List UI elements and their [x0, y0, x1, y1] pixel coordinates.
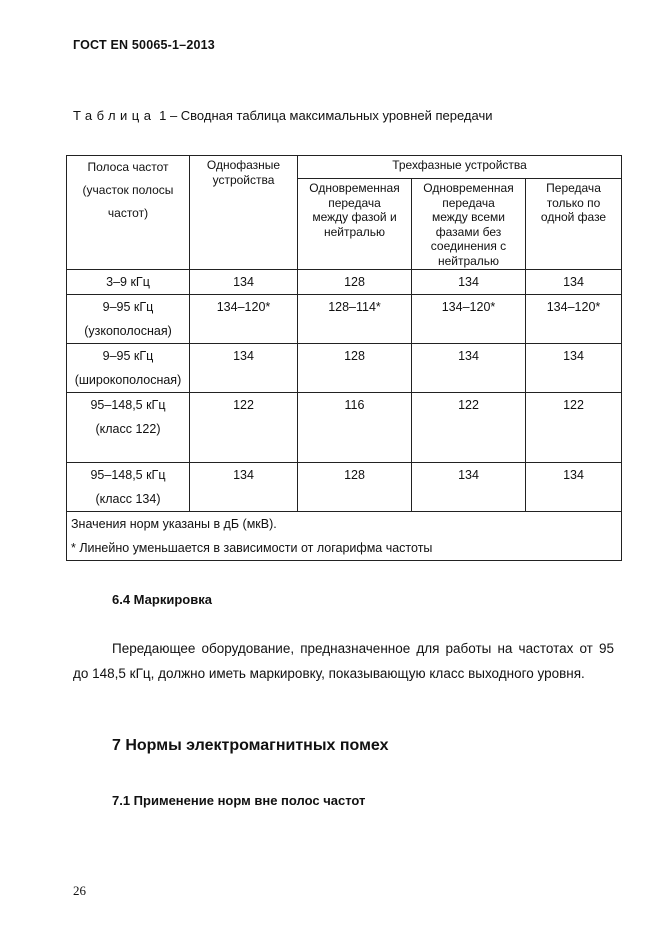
- band-text: (класс 122): [95, 422, 161, 436]
- table-caption: [73, 108, 493, 123]
- table-row: [67, 393, 622, 463]
- value-cell: 134: [190, 270, 298, 295]
- value-cell: 134: [526, 344, 622, 393]
- table-note-footnote: * Линейно уменьшается в зависимости от логарифма частоты: [71, 541, 433, 555]
- document-header: ГОСТ EN 50065-1–2013: [73, 38, 215, 52]
- band-cell: [67, 344, 190, 393]
- band-text: (широкополосная): [74, 373, 182, 387]
- value-cell: 128: [298, 463, 412, 512]
- header-line: между всеми: [431, 210, 506, 224]
- header-band-line: частот): [107, 206, 149, 220]
- table-header-row: [67, 156, 622, 179]
- header-line: Одновременная: [423, 181, 514, 195]
- value-cell: 122: [412, 393, 526, 463]
- value-cell: 134–120*: [526, 295, 622, 344]
- table-note-row: [67, 512, 622, 561]
- header-line: Передача: [546, 181, 601, 195]
- header-line: Одновременная: [309, 181, 400, 195]
- band-text: 95–148,5 кГц: [90, 398, 166, 412]
- header-line: одной фазе: [540, 210, 607, 224]
- header-line: нейтралью: [437, 253, 500, 268]
- header-three-phase: Трехфазные устройства: [298, 156, 622, 179]
- value-cell: 128–114*: [298, 295, 412, 344]
- value-cell: 122: [526, 393, 622, 463]
- header-line: передача: [442, 195, 495, 210]
- band-text: 9–95 кГц: [102, 300, 154, 314]
- band-cell: [67, 393, 190, 463]
- table-note-units: Значения норм указаны в дБ (мкВ).: [71, 517, 277, 531]
- header-band-line: (участок полосы: [82, 183, 174, 197]
- value-cell: 122: [190, 393, 298, 463]
- band-text: 95–148,5 кГц: [90, 468, 166, 482]
- header-all-phases: [412, 179, 526, 270]
- table-row: [67, 270, 622, 295]
- table-row: [67, 463, 622, 512]
- value-cell: 134: [190, 463, 298, 512]
- page-number: 26: [73, 883, 86, 898]
- section-6-4-paragraph: Передающее оборудование, предназначенное для работы на частотах от 95 до 148,5 кГц, должно иметь маркировку, показывающую класс выходного уровня.: [73, 641, 614, 681]
- header-line: только по: [546, 195, 601, 210]
- value-cell: 134: [412, 463, 526, 512]
- header-line: фазами без: [435, 224, 502, 239]
- section-7-heading: 7 Нормы электромагнитных помех: [112, 737, 389, 754]
- header-band-line: Полоса частот: [87, 160, 169, 174]
- value-cell: 134–120*: [412, 295, 526, 344]
- header-single-phase-only: [526, 179, 622, 270]
- header-phase-neutral: [298, 179, 412, 270]
- value-cell: 134: [412, 270, 526, 295]
- header-line: передача: [328, 195, 381, 210]
- value-cell: 128: [298, 270, 412, 295]
- section-6-4-heading: 6.4 Маркировка: [112, 592, 212, 607]
- header-line: между фазой и: [312, 210, 397, 224]
- transmission-levels-table: [66, 155, 622, 561]
- value-cell: 116: [298, 393, 412, 463]
- table-notes: [67, 512, 622, 561]
- value-cell: 128: [298, 344, 412, 393]
- value-cell: 134: [526, 270, 622, 295]
- header-single-line: Однофазные: [206, 158, 281, 172]
- value-cell: 134: [526, 463, 622, 512]
- section-7-1-heading: 7.1 Применение норм вне полос частот: [112, 793, 366, 808]
- table-row: [67, 344, 622, 393]
- band-text: (класс 134): [95, 492, 161, 506]
- header-single-phase: [190, 156, 298, 270]
- value-cell: 134–120*: [190, 295, 298, 344]
- table-caption-word: Таблица: [73, 108, 156, 123]
- band-text: 9–95 кГц: [102, 349, 154, 363]
- table-row: [67, 295, 622, 344]
- header-single-line: устройства: [212, 172, 275, 187]
- value-cell: 134: [190, 344, 298, 393]
- band-cell: [67, 463, 190, 512]
- value-cell: 134: [412, 344, 526, 393]
- band-cell: [67, 295, 190, 344]
- table-caption-title: 1 – Сводная таблица максимальных уровней передачи: [155, 108, 493, 123]
- band-text: 3–9 кГц: [106, 275, 150, 289]
- header-line: соединения с: [430, 239, 507, 253]
- header-band: [67, 156, 190, 270]
- band-cell: [67, 270, 190, 295]
- band-text: (узкополосная): [84, 324, 172, 338]
- header-line: нейтралью: [323, 224, 386, 239]
